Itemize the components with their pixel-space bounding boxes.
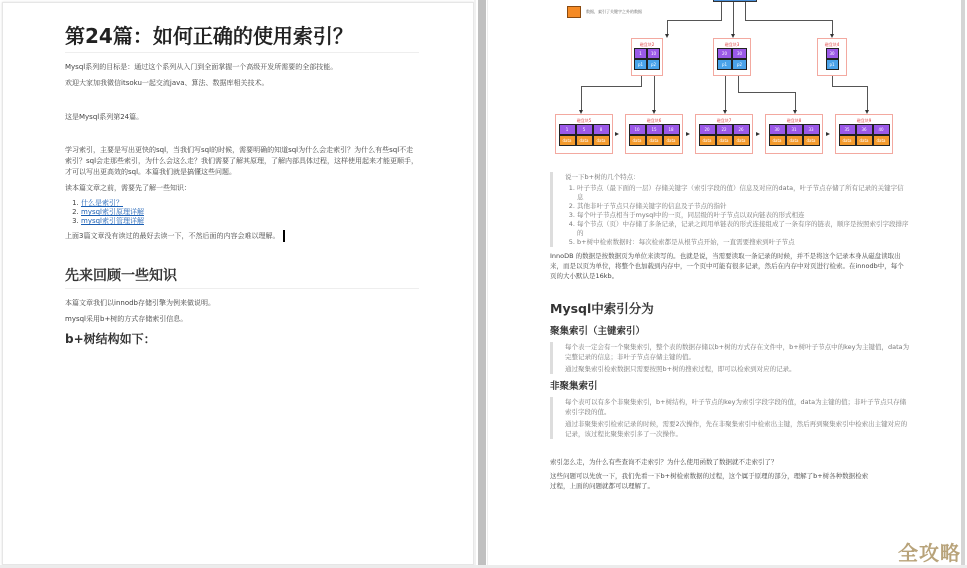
- text-cursor: [283, 230, 285, 242]
- btree-leaf-node: 磁盘块8 30 31 33 data data data: [765, 114, 823, 154]
- pane-divider: [474, 0, 476, 568]
- subsection-heading: 非聚集索引: [550, 381, 598, 392]
- nonclustered-quote: 每个表可以有多个非聚集索引，b+树结构，叶子节点的key为索引字段字段的值，data为主键的值；非叶子节点只存储索引字段的值。 通过非聚集索引检索记录的时候，需要2次操作，先在非聚集索引中检索出主键，然后再到聚集索引中检索出主键对应的记录，该过程比聚集索引多了一次操作。: [550, 397, 910, 439]
- list-item: 3. 每个叶子节点相当于mysql中的一页，同层级的叶子节点以双向链表的形式相连: [577, 211, 910, 220]
- prereq-intro: 读本篇文章之前，需要先了解一些知识：: [65, 184, 191, 192]
- review-paragraph: 本篇文章我们以innodb存储引擎为例来做说明。: [65, 299, 215, 307]
- list-item: 1. 叶子节点（最下面的一层）存储关键字（索引字段的值）信息及对应的data，叶子节点存储了所有记录的关键字信息: [577, 184, 910, 202]
- legend-label: 数据，索引了关键字之外的数据: [586, 9, 642, 14]
- right-scrollbar[interactable]: [961, 0, 965, 568]
- legend-data-swatch: [567, 6, 581, 18]
- list-item: 2. 其他非叶子节点只存储关键字的信息及子节点的指针: [577, 202, 910, 211]
- btree-diagram: [553, 0, 911, 160]
- btree-internal-node: 磁盘块4 30 p1: [817, 38, 847, 76]
- series-note: 这是Mysql系列第24篇。: [65, 113, 144, 121]
- question-paragraph: 索引怎么走，为什么有些查询不走索引？为什么使用函数了数据就不走索引了？: [550, 458, 778, 466]
- splitter-handle[interactable]: [478, 0, 486, 568]
- subsection-heading: 聚集索引（主键索引）: [550, 326, 646, 337]
- prereq-outro: 上面3篇文章没有读过的最好去读一下，不然后面的内容会难以理解。: [65, 230, 419, 243]
- root-node: [713, 0, 757, 2]
- page-title: 第24篇：如何正确的使用索引？: [65, 23, 419, 53]
- btree-features-quote: 说一下b+树的几个特点： 1. 叶子节点（最下面的一层）存储关键字（索引字段的值）信息及对应的data，叶子节点存储了所有记录的关键字信息 2. 其他非叶子节点只存储关键字的信息及子节点的指针 3. 每个叶子节点相当于mysql中的一页，同层级的叶子节点以双向链表的形式相连 4. 每个节点（页）中存储了多条记录，记录之间用单链表的形式连接组成了一条有序的链表，顺序是按照索引字段排序的 5. b+树中检索数据时：每次检索都是从根节点开始，一直需要搜索到叶子节点: [550, 172, 910, 247]
- intro-paragraph: 欢迎大家加我微信itsoku一起交流java、算法、数据库相关技术。: [65, 79, 269, 87]
- body-paragraph: 学习索引，主要是写出更快的sql，当我们写sql的时候，需要明确的知道sql为什么会走索引？为什么有些sql不走索引？sql会走那些索引，为什么会这么走？我们需要了解其原理，了解内部具体过程，这样使用起来才能更顺手，才可以写出更高效的sql。本篇我们就是搞懂这些问题。: [65, 146, 419, 176]
- btree-leaf-node: 磁盘块6 10 15 18 data data data: [625, 114, 683, 154]
- btree-internal-node: 磁盘块2 1 10 p1 p2: [631, 38, 663, 76]
- btree-internal-node: 磁盘块3 20 30 p1 p2: [713, 38, 751, 76]
- answer-paragraph: 这些问题可以先放一下，我们先看一下b+树检索数据的过程，这个属于原理的部分，理解了b+树各种数据检索过程，上面的问题就都可以理解了。: [550, 472, 869, 490]
- left-document-pane[interactable]: [2, 2, 474, 565]
- section-heading: 先来回顾一些知识: [65, 265, 419, 289]
- list-item: [81, 217, 419, 226]
- prereq-link[interactable]: mysql索引管理详解: [81, 217, 144, 225]
- clustered-quote: 每个表一定会有一个聚集索引，整个表的数据存储以b+树的方式存在文件中，b+树叶子节点中的key为主键值，data为完整记录的信息；非叶子节点存储主键的值。 通过聚集索引检索数据只需要按照b+树的搜索过程，即可以检索到对应的记录。: [550, 342, 910, 374]
- prereq-link[interactable]: 什么是索引？: [81, 199, 123, 207]
- list-item: 5. b+树中检索数据时：每次检索都是从根节点开始，一直需要搜索到叶子节点: [577, 238, 910, 247]
- innodb-paragraph: InnoDB 的数据是按数据页为单位来读写的。也就是说，当需要读取一条记录的时候，并不是将这个记录本身从磁盘读取出来，而是以页为单位，将整个也加载到内存中，一个页中可能有很多记录，然后在内存中对页进行检索。在innodb中，每个页的大小默认是16kb。: [550, 252, 904, 280]
- prereq-link[interactable]: mysql索引原理详解: [81, 208, 144, 216]
- list-item: [81, 199, 419, 208]
- intro-paragraph: Mysql系列的目标是：通过这个系列从入门到全面掌握一个高级开发所需要的全部技能。: [65, 63, 338, 71]
- btree-leaf-node: 磁盘块9 35 36 40 data data data: [835, 114, 893, 154]
- left-content: [65, 23, 419, 347]
- section-heading: Mysql中索引分为: [550, 301, 654, 316]
- btree-leaf-node: 磁盘块5 1 5 8 data data data: [555, 114, 613, 154]
- review-paragraph: mysql采用b+树的方式存储索引信息。: [65, 315, 188, 323]
- btree-features-list: [577, 184, 910, 247]
- right-content: [550, 172, 910, 491]
- watermark-logo: 全攻略: [898, 541, 961, 565]
- btree-heading: b+树结构如下：: [65, 332, 156, 346]
- list-item: 4. 每个节点（页）中存储了多条记录，记录之间用单链表的形式连接组成了一条有序的链表，顺序是按照索引字段排序的: [577, 220, 910, 238]
- prereq-link-list: [81, 199, 419, 226]
- btree-leaf-node: 磁盘块7 20 22 26 data data data: [695, 114, 753, 154]
- list-item: [81, 208, 419, 217]
